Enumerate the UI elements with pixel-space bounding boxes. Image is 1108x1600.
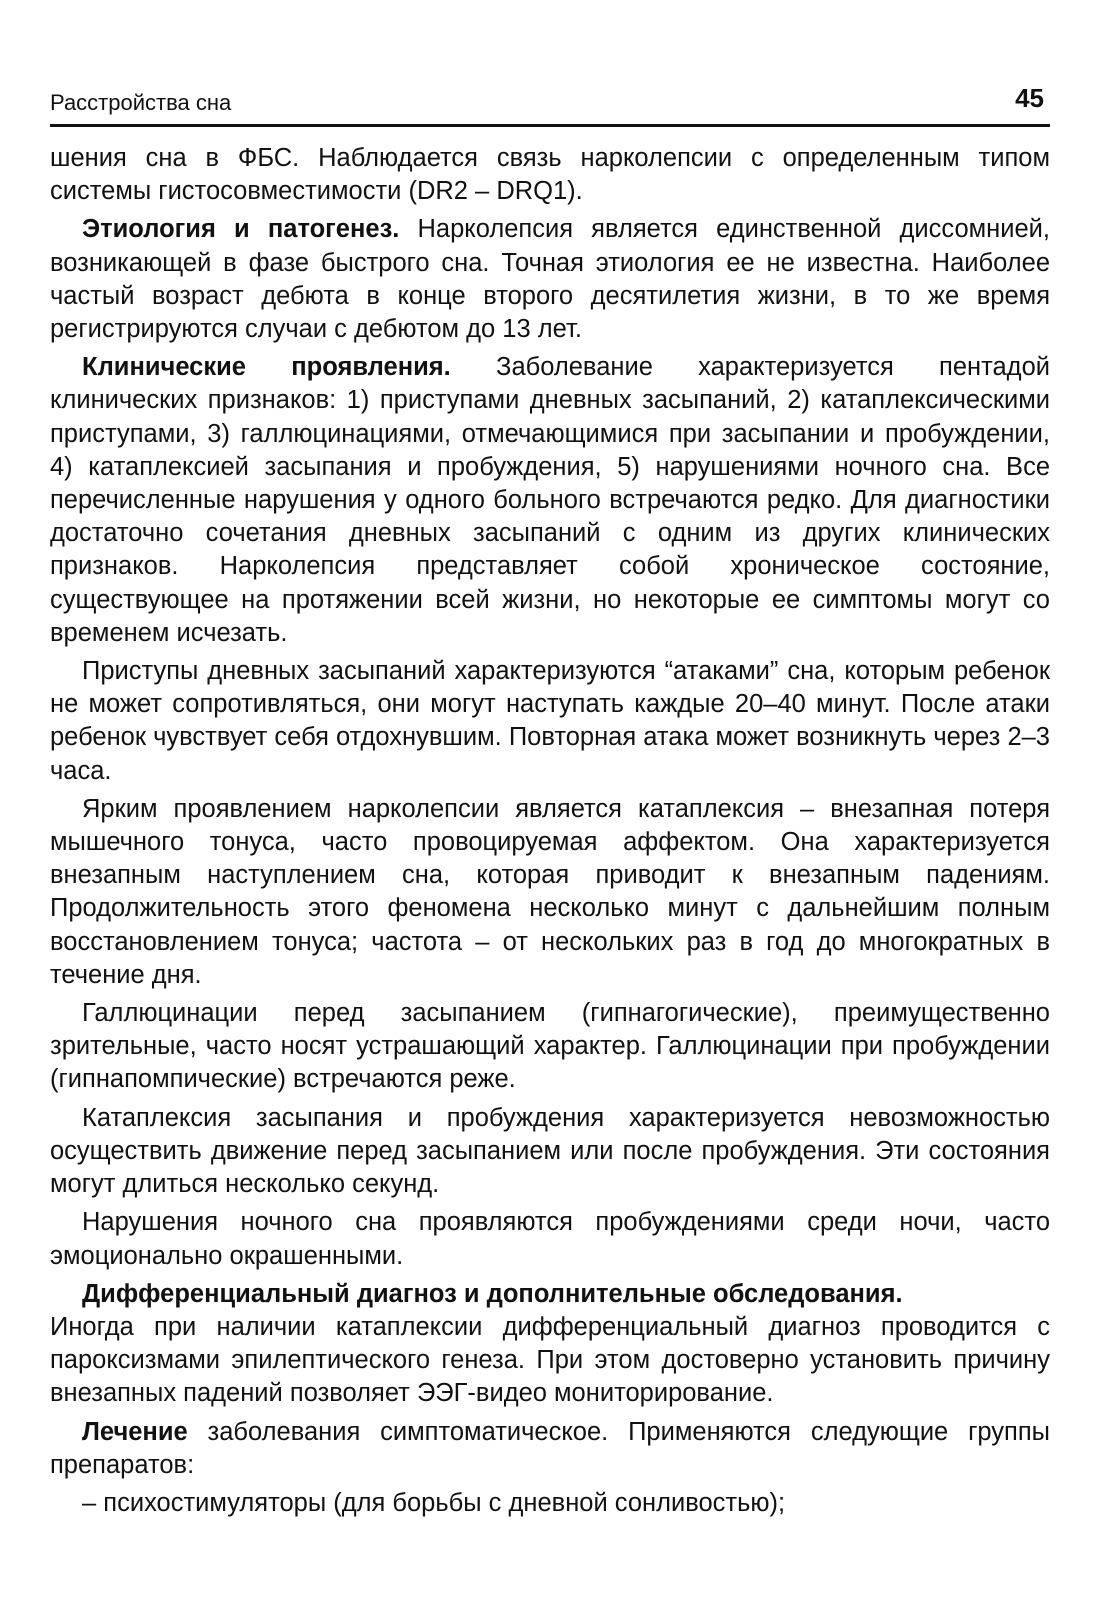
paragraph-differential xyxy=(50,1278,1050,1411)
paragraph-clinical xyxy=(50,351,1050,650)
page-number: 45 xyxy=(1015,83,1044,113)
running-head: Расстройства сна xyxy=(50,90,232,115)
paragraph-cataplexy: Ярким проявлением нарколепсии является катаплексия – внезапная потеря мышечного тонуса, часто провоцируемая аффектом. Она характеризуется внезапным наступлением сна, которая приводит к внезапным падениям. Продолжительность этого феномена несколько минут с дальнейшим полным восстановлением тонуса; частота – от нескольких раз в год до многократных в течение дня. xyxy=(50,794,1050,989)
heading-treatment: Лечение xyxy=(82,1417,188,1446)
page-body xyxy=(50,142,1050,1525)
paragraph-sleep-cataplexy: Катаплексия засыпания и пробуждения характеризуется невозможностью осуществить движение перед засыпанием или после пробуждения. Эти состояния могут длиться несколько секунд. xyxy=(50,1103,1050,1199)
list-item: – психостимуляторы (для борьбы с дневной сонливостью); xyxy=(82,1488,786,1517)
book-page xyxy=(50,0,1050,1600)
paragraph-etiology xyxy=(50,213,1050,346)
text-differential: Иногда при наличии катаплексии дифференциальный диагноз проводится с пароксизмами эпилептического генеза. При этом достоверно установить причину внезапных падений позволяет ЭЭГ-видео мониторирование. xyxy=(50,1312,1050,1408)
text-treatment: заболевания симптоматическое. Применяются следующие группы препаратов: xyxy=(50,1417,1050,1479)
text-etiology: Нарколепсия является единственной диссомнией, возникающей в фазе быстрого сна. Точная этиология ее не известна. Наиболее частый возраст дебюта в конце второго десятилетия жизни, в то же время регистрируются случаи с дебютом до 13 лет. xyxy=(50,215,1050,344)
paragraph-night-sleep: Нарушения ночного сна проявляются пробуждениями среди ночи, часто эмоционально окрашенными. xyxy=(50,1208,1050,1270)
text-clinical: Заболевание характеризуется пентадой клинических признаков: 1) приступами дневных засыпаний, 2) катаплексическими приступами, 3) галлюцинациями, отмечающимися при засыпании и пробуждении, 4) катаплексией засыпания и пробуждения, 5) нарушениями ночного сна. Все перечисленные нарушения у одного больного встречаются редко. Для диагностики достаточно сочетания дневных засыпаний с одним из других клинических признаков. Нарколепсия представляет собой хроническое состояние, существующее на протяжении всей жизни, но некоторые ее симптомы могут со временем исчезать. xyxy=(50,353,1050,647)
heading-etiology: Этиология и патогенез. xyxy=(82,215,400,244)
page-header xyxy=(50,72,1050,127)
heading-differential: Дифференциальный диагноз и дополнительные обследования. xyxy=(82,1279,903,1308)
heading-clinical: Клинические проявления. xyxy=(82,353,451,382)
paragraph-treatment xyxy=(50,1416,1050,1482)
paragraph-daytime-attacks: Приступы дневных засыпаний характеризуются “атаками” сна, которым ребенок не может сопротивляться, они могут наступать каждые 20–40 минут. После атаки ребенок чувствует себя отдохнувшим. Повторная атака может возникнуть через 2–3 часа. xyxy=(50,657,1050,785)
paragraph-continuation: шения сна в ФБС. Наблюдается связь нарколепсии с определенным типом системы гистосовместимости (DR2 – DRQ1). xyxy=(50,144,1050,206)
paragraph-hallucinations: Галлюцинации перед засыпанием (гипнагогические), преимущественно зрительные, часто носят устрашающий характер. Галлюцинации при пробуждении (гипнапомпические) встречаются реже. xyxy=(50,999,1050,1094)
